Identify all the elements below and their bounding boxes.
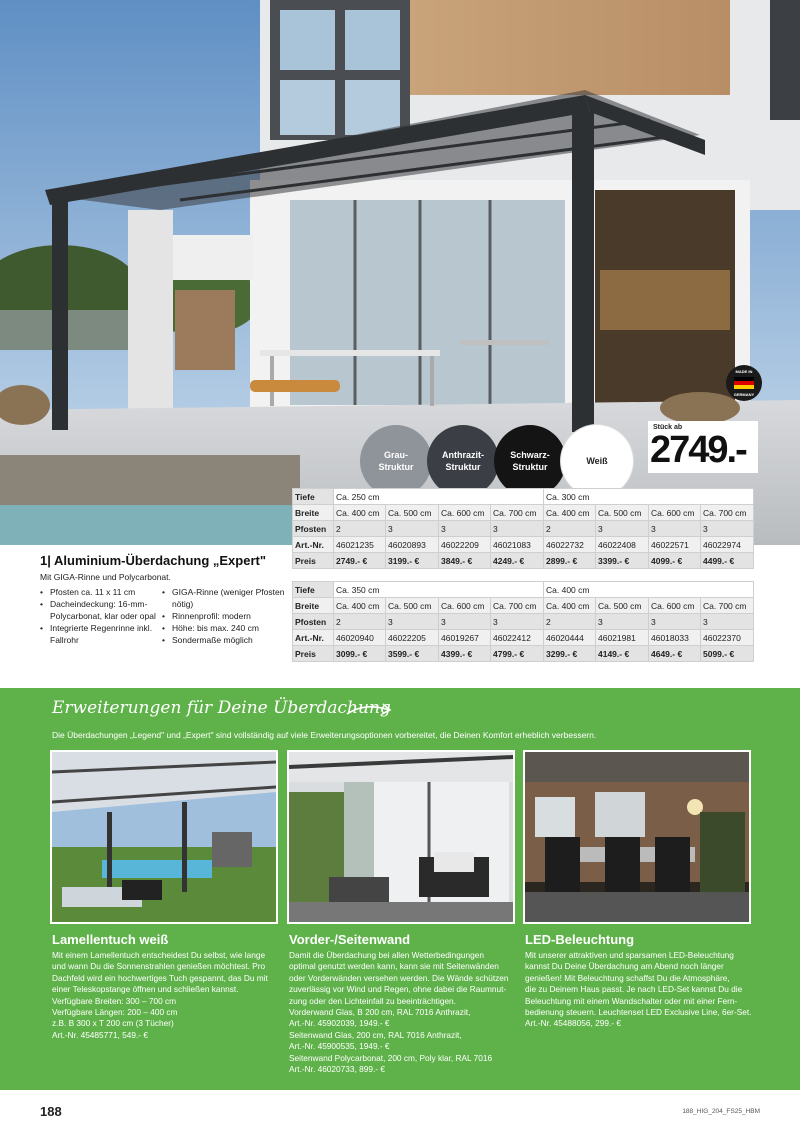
price-cell: 3099.- € bbox=[334, 646, 386, 662]
price-box bbox=[648, 421, 758, 473]
feature-title-lamella: Lamellentuch weiß bbox=[52, 932, 169, 947]
made-in-germany-badge bbox=[726, 365, 762, 401]
price-cell: 3399.- € bbox=[596, 553, 649, 569]
row-label: Art.-Nr. bbox=[293, 537, 334, 553]
feature-title-led: LED-Beleuchtung bbox=[525, 932, 635, 947]
price-table-2 bbox=[292, 581, 754, 662]
color-option-label: Schwarz- Struktur bbox=[510, 450, 550, 472]
table-row bbox=[293, 614, 754, 630]
price-cell: 2749.- € bbox=[334, 553, 386, 569]
depth-cell: Ca. 350 cm bbox=[334, 582, 544, 598]
row-label: Preis bbox=[293, 646, 334, 662]
depth-cell: Ca. 400 cm bbox=[544, 582, 754, 598]
feature-list-left bbox=[40, 586, 160, 646]
width-cell: Ca. 400 cm bbox=[544, 505, 596, 521]
feature-item: • Dacheindeckung: 16-mm-Polycarbonat, klar oder opal bbox=[40, 598, 160, 622]
art-cell: 46022205 bbox=[386, 630, 439, 646]
extensions-section bbox=[0, 688, 800, 1090]
price-cell: 3599.- € bbox=[386, 646, 439, 662]
depth-cell: Ca. 300 cm bbox=[544, 489, 754, 505]
row-label: Breite bbox=[293, 598, 334, 614]
table-row bbox=[293, 582, 754, 598]
posts-cell: 3 bbox=[596, 521, 649, 537]
art-cell: 46022370 bbox=[701, 630, 754, 646]
posts-cell: 3 bbox=[439, 521, 491, 537]
posts-cell: 3 bbox=[649, 521, 701, 537]
posts-cell: 3 bbox=[701, 614, 754, 630]
table-row bbox=[293, 489, 754, 505]
row-label: Pfosten bbox=[293, 521, 334, 537]
feature-item: • GIGA-Rinne (weniger Pfosten nötig) bbox=[162, 586, 287, 610]
color-option-grey bbox=[360, 425, 432, 497]
posts-cell: 2 bbox=[544, 614, 596, 630]
width-cell: Ca. 700 cm bbox=[491, 598, 544, 614]
feature-text-side-wall: Damit die Überdachung bei allen Wetterbedingungen optimal genutzt werden kann, kann sie mit Seitenwänden oder Vorderwänden versehen werden. Die Wände schützen zuverlässig vor Wind und Regen, ohne dabei die Raumnut- zung oder den Lichteinfall zu beeinträchtigen. Vorderwand Glas, B 200 cm, RAL 7016 Anthrazit, Art.-Nr. 45902039, 1949.- € Seitenwand Glas, 200 cm, RAL 7016 Anthrazit, Art.-Nr. 45900535, 1949.- € Seitenwand Polycarbonat, 200 cm, Poly klar, RAL 7016 Art.-Nr. 46020733, 899.- € bbox=[289, 950, 509, 1075]
row-label: Breite bbox=[293, 505, 334, 521]
price-cell: 3199.- € bbox=[386, 553, 439, 569]
art-cell: 46021083 bbox=[491, 537, 544, 553]
color-option-label: Weiß bbox=[586, 456, 608, 466]
art-cell: 46022974 bbox=[701, 537, 754, 553]
lamella-photo bbox=[50, 750, 278, 924]
width-cell: Ca. 500 cm bbox=[386, 598, 439, 614]
extensions-intro: Die Überdachungen „Legend" und „Expert" sind vollständig auf viele Erweiterungsoptionen vorbereitet, die Deinen Komfort erheblich verbessern. bbox=[52, 730, 597, 740]
badge-bottom-text: GERMANY bbox=[733, 392, 755, 397]
price-cell: 4099.- € bbox=[649, 553, 701, 569]
art-cell: 46022571 bbox=[649, 537, 701, 553]
price-cell: 3299.- € bbox=[544, 646, 596, 662]
feature-list-right bbox=[162, 586, 287, 646]
color-option-black bbox=[494, 425, 566, 497]
posts-cell: 3 bbox=[491, 614, 544, 630]
posts-cell: 3 bbox=[386, 614, 439, 630]
posts-cell: 2 bbox=[334, 614, 386, 630]
width-cell: Ca. 500 cm bbox=[596, 598, 649, 614]
posts-cell: 3 bbox=[701, 521, 754, 537]
posts-cell: 3 bbox=[596, 614, 649, 630]
posts-cell: 2 bbox=[334, 521, 386, 537]
posts-cell: 3 bbox=[439, 614, 491, 630]
color-option-white bbox=[561, 425, 633, 497]
width-cell: Ca. 400 cm bbox=[334, 505, 386, 521]
product-title: 1| Aluminium-Überdachung „Expert" bbox=[40, 553, 267, 568]
width-cell: Ca. 400 cm bbox=[544, 598, 596, 614]
arrow-icon bbox=[345, 698, 395, 722]
art-cell: 46020940 bbox=[334, 630, 386, 646]
art-cell: 46019267 bbox=[439, 630, 491, 646]
led-lighting-photo bbox=[523, 750, 751, 924]
color-option-label: Anthrazit- Struktur bbox=[442, 450, 484, 472]
german-flag-icon bbox=[734, 377, 754, 389]
posts-cell: 3 bbox=[491, 521, 544, 537]
price-cell: 4149.- € bbox=[596, 646, 649, 662]
price-value: 2749.- bbox=[650, 429, 746, 471]
extensions-title: Erweiterungen für Deine Überdachung bbox=[52, 698, 391, 718]
feature-item: • Sondermaße möglich bbox=[162, 634, 287, 646]
feature-item: • Rinnenprofil: modern bbox=[162, 610, 287, 622]
color-option-anthracite bbox=[427, 425, 499, 497]
color-option-label: Grau- Struktur bbox=[378, 450, 414, 472]
art-cell: 46018033 bbox=[649, 630, 701, 646]
width-cell: Ca. 600 cm bbox=[649, 505, 701, 521]
width-cell: Ca. 500 cm bbox=[386, 505, 439, 521]
art-cell: 46020893 bbox=[386, 537, 439, 553]
posts-cell: 2 bbox=[544, 521, 596, 537]
width-cell: Ca. 600 cm bbox=[439, 598, 491, 614]
feature-text-lamella: Mit einem Lamellentuch entscheidest Du selbst, wie lange und wann Du die Sonnenstrahlen genießen möchtest. Pro Dachfeld wird ein hochwertiges Tuch gespannt, das Du mit einer Teleskopstange öffnen und schließen kannst. Verfügbare Breiten: 300 – 700 cm Verfügbare Längen: 200 – 400 cm z.B. B 300 x T 200 cm (3 Tücher) Art.-Nr. 45485771, 549.- € bbox=[52, 950, 268, 1040]
price-label: Stück ab bbox=[653, 424, 683, 431]
table-row bbox=[293, 537, 754, 553]
table-row bbox=[293, 505, 754, 521]
art-cell: 46020444 bbox=[544, 630, 596, 646]
width-cell: Ca. 700 cm bbox=[491, 505, 544, 521]
page-number: 188 bbox=[40, 1104, 62, 1119]
feature-item: • Höhe: bis max. 240 cm bbox=[162, 622, 287, 634]
posts-cell: 3 bbox=[649, 614, 701, 630]
page-code: 188_HIG_204_FS25_HBM bbox=[682, 1108, 760, 1115]
width-cell: Ca. 600 cm bbox=[649, 598, 701, 614]
row-label: Pfosten bbox=[293, 614, 334, 630]
price-table-1 bbox=[292, 488, 754, 569]
feature-text-led: Mit unserer attraktiven und sparsamen LED-Beleuchtung kannst Du Deine Überdachung am Abend noch länger genießen! Mit Beleuchtung schaffst Du die Atmosphäre, die zu Deinem Haus passt. Je nach LED-Set kannst Du die Beleuchtung mit einem Wandschalter oder mit einer Fern- bedienung steuern. Leuchtenset LED Exclusive Line, 6er-Set. Art.-Nr. 45488056, 299.- € bbox=[525, 950, 752, 1029]
art-cell: 46021981 bbox=[596, 630, 649, 646]
price-cell: 4649.- € bbox=[649, 646, 701, 662]
art-cell: 46021235 bbox=[334, 537, 386, 553]
feature-item: • Integrierte Regenrinne inkl. Fallrohr bbox=[40, 622, 160, 646]
row-label: Tiefe bbox=[293, 582, 334, 598]
art-cell: 46022732 bbox=[544, 537, 596, 553]
row-label: Preis bbox=[293, 553, 334, 569]
feature-item: • Pfosten ca. 11 x 11 cm bbox=[40, 586, 160, 598]
table-row bbox=[293, 630, 754, 646]
price-cell: 3849.- € bbox=[439, 553, 491, 569]
price-cell: 4799.- € bbox=[491, 646, 544, 662]
price-cell: 4399.- € bbox=[439, 646, 491, 662]
posts-cell: 3 bbox=[386, 521, 439, 537]
width-cell: Ca. 500 cm bbox=[596, 505, 649, 521]
side-wall-photo bbox=[287, 750, 515, 924]
product-subtitle: Mit GIGA-Rinne und Polycarbonat. bbox=[40, 572, 171, 582]
depth-cell: Ca. 250 cm bbox=[334, 489, 544, 505]
art-cell: 46022412 bbox=[491, 630, 544, 646]
art-cell: 46022209 bbox=[439, 537, 491, 553]
price-cell: 4249.- € bbox=[491, 553, 544, 569]
width-cell: Ca. 600 cm bbox=[439, 505, 491, 521]
table-row bbox=[293, 598, 754, 614]
width-cell: Ca. 700 cm bbox=[701, 505, 754, 521]
row-label: Art.-Nr. bbox=[293, 630, 334, 646]
table-row bbox=[293, 553, 754, 569]
price-cell: 5099.- € bbox=[701, 646, 754, 662]
feature-title-side-wall: Vorder-/Seitenwand bbox=[289, 932, 411, 947]
row-label: Tiefe bbox=[293, 489, 334, 505]
width-cell: Ca. 400 cm bbox=[334, 598, 386, 614]
art-cell: 46022408 bbox=[596, 537, 649, 553]
price-cell: 4499.- € bbox=[701, 553, 754, 569]
table-row bbox=[293, 646, 754, 662]
table-row bbox=[293, 521, 754, 537]
badge-top-text: MADE IN bbox=[735, 369, 753, 374]
width-cell: Ca. 700 cm bbox=[701, 598, 754, 614]
price-cell: 2899.- € bbox=[544, 553, 596, 569]
